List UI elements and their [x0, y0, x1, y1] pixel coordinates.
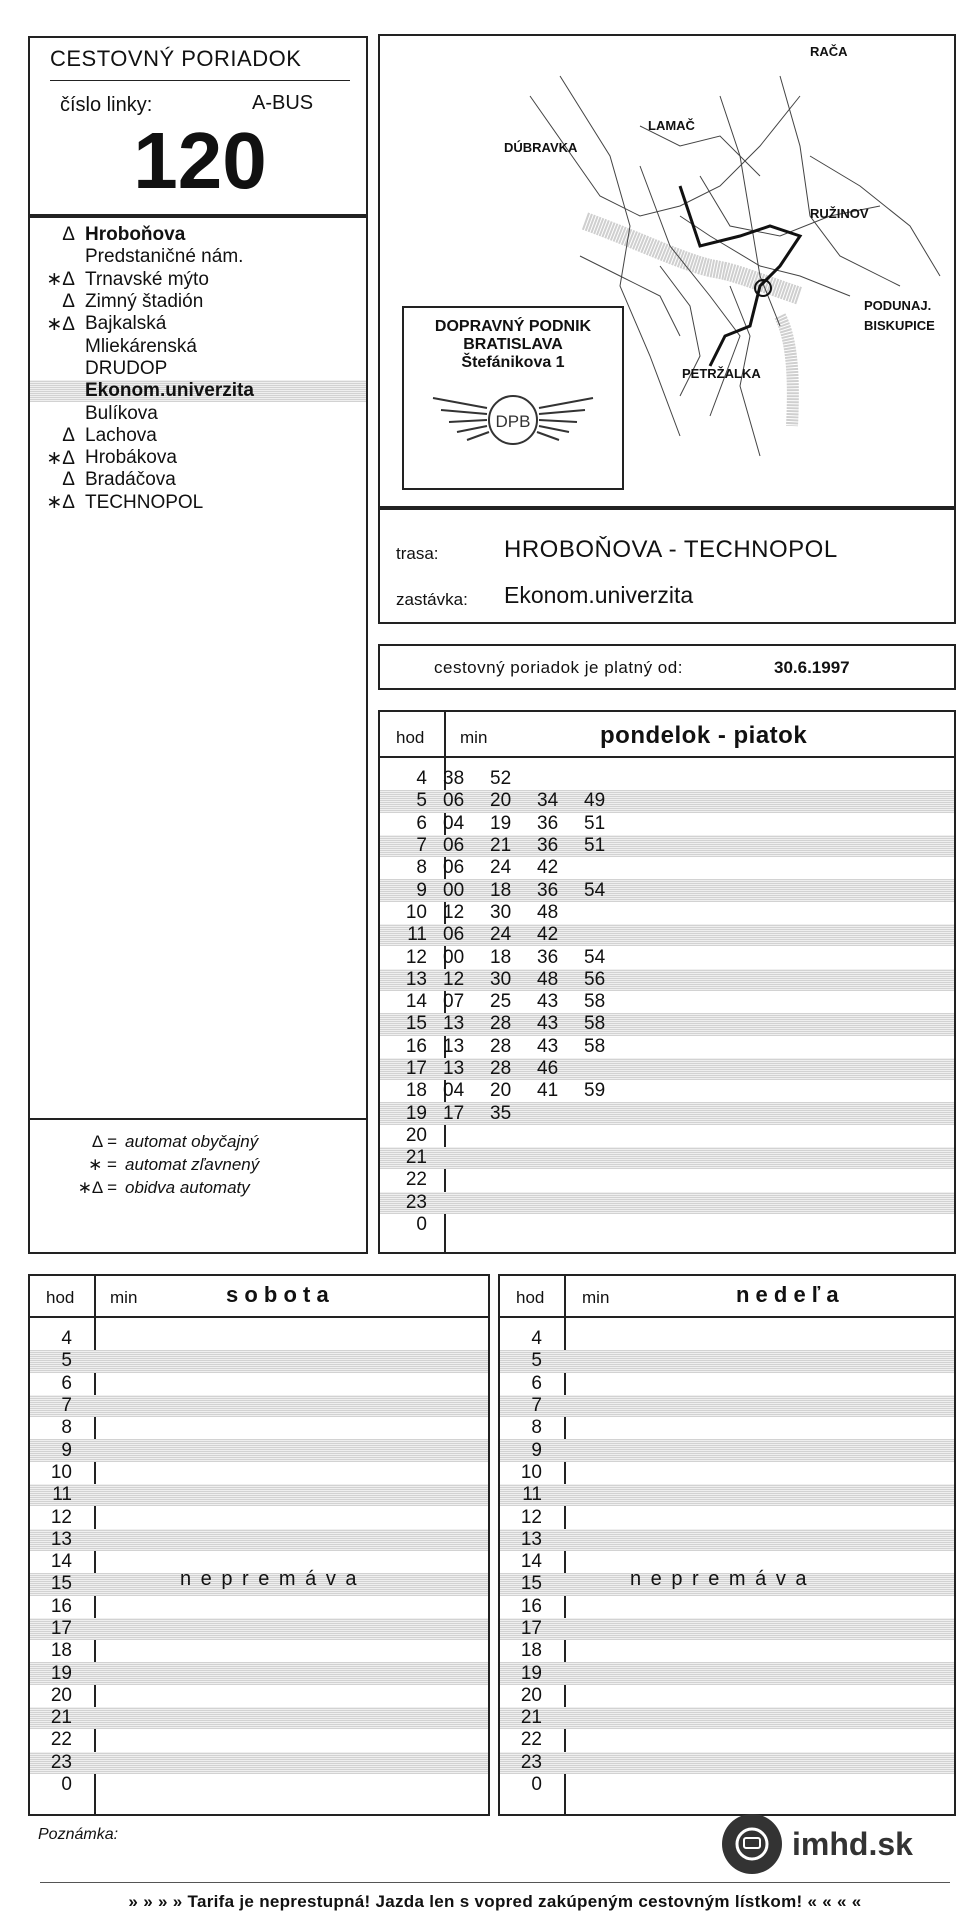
map-label-dubravka: DÚBRAVKA: [504, 140, 578, 155]
hour-cell: 10: [520, 1461, 542, 1483]
stop-name: Trnavské mýto: [85, 268, 209, 290]
weekday-row: [380, 1214, 954, 1236]
line-header-box: [28, 36, 368, 216]
legend-text: automat zľavnený: [125, 1154, 260, 1174]
departure-minute: 06: [443, 790, 465, 812]
departure-minute: 43: [537, 991, 559, 1013]
hour-cell: 17: [405, 1058, 427, 1079]
hour-cell: 7: [531, 1395, 542, 1417]
departure-minute: 46: [537, 1058, 559, 1079]
saturday-row: [30, 1618, 488, 1640]
minutes-cell: [443, 1080, 631, 1102]
weekday-row: [380, 1169, 954, 1191]
hour-cell: 18: [520, 1640, 542, 1662]
map-label-raca: RAČA: [810, 44, 848, 59]
departure-minute: 59: [584, 1080, 606, 1102]
saturday-row: [30, 1373, 488, 1395]
hour-cell: 15: [50, 1573, 72, 1595]
hour-cell: 19: [520, 1662, 542, 1684]
weekday-row: [380, 1058, 954, 1080]
departure-minute: 36: [537, 946, 559, 968]
weekday-row: [380, 879, 954, 901]
legend-symbol: Δ =: [91, 1131, 117, 1151]
departure-minute: 25: [490, 991, 512, 1013]
hour-cell: 14: [405, 991, 427, 1013]
hour-cell: 8: [531, 1417, 542, 1439]
company-box: [402, 306, 624, 490]
trasa-value: HROBOŇOVA - TECHNOPOL: [504, 536, 838, 563]
departure-minute: 04: [443, 812, 465, 834]
hour-cell: 0: [61, 1774, 72, 1796]
minutes-cell: [443, 947, 631, 969]
stop-item: [30, 425, 366, 447]
saturday-row: [30, 1395, 488, 1417]
hour-cell: 4: [61, 1328, 72, 1350]
hour-cell: 0: [416, 1214, 427, 1236]
stop-item: [30, 246, 366, 268]
hour-cell: 7: [416, 835, 427, 857]
sunday-row: [500, 1707, 954, 1729]
departure-minute: 58: [584, 1013, 606, 1035]
weekday-row: [380, 768, 954, 790]
saturday-row: [30, 1484, 488, 1506]
weekday-rows: [380, 768, 954, 1236]
weekday-row: [380, 813, 954, 835]
legend-text: automat obyčajný: [125, 1131, 259, 1151]
stop-name: Bulíkova: [85, 402, 158, 424]
dpb-logo: [423, 378, 603, 458]
saturday-row: [30, 1707, 488, 1729]
departure-minute: 43: [537, 1035, 559, 1057]
weekday-row: [380, 1147, 954, 1169]
weekday-col-min: min: [460, 728, 488, 747]
line-type: A-BUS: [252, 92, 314, 114]
departure-minute: 54: [584, 879, 606, 901]
saturday-row: [30, 1774, 488, 1796]
stop-symbol: ∗Δ: [46, 492, 75, 514]
hour-cell: 16: [405, 1035, 427, 1057]
weekday-header-line: [380, 756, 954, 758]
hour-cell: 12: [405, 946, 427, 968]
saturday-row: [30, 1529, 488, 1551]
saturday-no-service: n e p r e m á v a: [180, 1568, 359, 1590]
hour-cell: 9: [416, 879, 427, 901]
weekday-timetable: [378, 710, 956, 1254]
stops-list: [30, 224, 366, 514]
weekday-row: [380, 1192, 954, 1214]
departure-minute: 13: [443, 1058, 465, 1079]
stop-symbol: ∗Δ: [46, 447, 75, 469]
minutes-cell: [443, 969, 631, 991]
hour-cell: 5: [416, 790, 427, 812]
minutes-cell: [443, 768, 537, 790]
departure-minute: 19: [490, 812, 512, 834]
saturday-row: [30, 1439, 488, 1461]
saturday-row: [30, 1752, 488, 1774]
sunday-row: [500, 1373, 954, 1395]
dpb-logo-text: DPB: [495, 412, 531, 431]
stop-item: [30, 335, 366, 357]
minutes-cell: [443, 991, 631, 1013]
route-120: [680, 186, 800, 366]
map-label-lamac: LAMAČ: [648, 118, 695, 133]
saturday-header-line: [30, 1316, 488, 1318]
saturday-timetable: [28, 1274, 490, 1816]
minutes-cell: [443, 790, 631, 812]
sunday-title: n e d e ľ a: [736, 1282, 839, 1307]
stop-name: Zimný štadión: [85, 291, 204, 313]
line-number-label: číslo linky:: [60, 94, 153, 116]
departure-minute: 51: [584, 812, 606, 834]
line-number: 120: [133, 116, 267, 205]
saturday-row: [30, 1596, 488, 1618]
departure-minute: 13: [443, 1013, 465, 1035]
departure-minute: 28: [490, 1035, 512, 1057]
sunday-row: [500, 1729, 954, 1751]
stop-name: Predstaničné nám.: [85, 246, 244, 268]
stop-value: Ekonom.univerzita: [504, 582, 694, 608]
departure-minute: 36: [537, 835, 559, 857]
weekday-row: [380, 857, 954, 879]
hour-cell: 22: [520, 1729, 542, 1751]
hour-cell: 18: [50, 1640, 72, 1662]
stop-symbol: Δ: [62, 291, 75, 313]
weekday-col-hour: hod: [396, 728, 425, 747]
departure-minute: 58: [584, 991, 606, 1013]
hour-cell: 23: [50, 1751, 72, 1773]
minutes-cell: [443, 924, 584, 946]
weekday-row: [380, 946, 954, 968]
footer-divider: [40, 1882, 950, 1883]
departure-minute: 51: [584, 835, 606, 857]
departure-minute: 06: [443, 857, 465, 879]
stops-box: [28, 216, 368, 1254]
legend-symbol: ∗Δ =: [77, 1177, 117, 1197]
sunday-row: [500, 1462, 954, 1484]
legend-text: obidva automaty: [125, 1177, 250, 1197]
weekday-row: [380, 1102, 954, 1124]
minutes-cell: [443, 835, 631, 857]
weekday-title: pondelok - piatok: [600, 722, 808, 749]
stop-item: [30, 224, 366, 246]
saturday-rows: [30, 1328, 488, 1796]
title-underline: [50, 80, 350, 81]
weekday-row: [380, 1125, 954, 1147]
departure-minute: 56: [584, 968, 606, 990]
stop-name: Mliekárenská: [85, 335, 197, 357]
departure-minute: 21: [490, 835, 512, 857]
company-address: Štefánikova 1: [461, 354, 565, 371]
weekday-row: [380, 902, 954, 924]
sunday-row: [500, 1752, 954, 1774]
stop-item: [30, 358, 366, 380]
hour-cell: 16: [520, 1595, 542, 1617]
sunday-row: [500, 1328, 954, 1350]
saturday-row: [30, 1662, 488, 1684]
departure-minute: 30: [490, 968, 512, 990]
hour-cell: 4: [531, 1328, 542, 1350]
hour-cell: 21: [50, 1707, 72, 1729]
hour-cell: 19: [405, 1102, 427, 1124]
hour-cell: 15: [405, 1013, 427, 1035]
sunday-row: [500, 1685, 954, 1707]
map-label-podunaj: PODUNAJ.: [864, 298, 932, 313]
sunday-row: [500, 1395, 954, 1417]
saturday-title: s o b o t a: [226, 1282, 329, 1307]
minutes-cell: [443, 1058, 584, 1080]
sunday-row: [500, 1529, 954, 1551]
map-box: [378, 34, 956, 508]
sunday-timetable: [498, 1274, 956, 1816]
stop-item: [30, 269, 366, 291]
stop-item: [30, 492, 366, 514]
departure-minute: 35: [490, 1102, 512, 1124]
departure-minute: 18: [490, 946, 512, 968]
stop-item: [30, 291, 366, 313]
hour-cell: 13: [405, 968, 427, 990]
departure-minute: 06: [443, 835, 465, 857]
sunday-row: [500, 1618, 954, 1640]
timetable-title: CESTOVNÝ PORIADOK: [50, 46, 302, 71]
hour-cell: 13: [50, 1528, 72, 1550]
weekday-row: [380, 991, 954, 1013]
saturday-col-min: min: [110, 1288, 138, 1307]
departure-minute: 42: [537, 857, 559, 879]
saturday-row: [30, 1328, 488, 1350]
brand-logo[interactable]: [722, 1812, 962, 1876]
stop-name: Hrobákova: [85, 447, 177, 469]
brand-icon: [722, 1814, 782, 1874]
legend-item: [30, 1176, 366, 1199]
hour-cell: 6: [416, 812, 427, 834]
hour-cell: 17: [520, 1618, 542, 1639]
departure-minute: 30: [490, 901, 512, 923]
sunday-row: [500, 1662, 954, 1684]
sunday-row: [500, 1484, 954, 1506]
hour-cell: 12: [520, 1506, 542, 1528]
stop-symbol: Δ: [62, 224, 75, 246]
departure-minute: 20: [490, 1080, 512, 1102]
hour-cell: 9: [531, 1439, 542, 1461]
legend-symbol: ∗ =: [88, 1154, 117, 1174]
minutes-cell: [443, 880, 631, 902]
validity-date: 30.6.1997: [774, 658, 850, 677]
weekday-row: [380, 790, 954, 812]
sunday-row: [500, 1596, 954, 1618]
stop-name: Hroboňova: [85, 224, 186, 246]
minutes-cell: [443, 902, 584, 924]
departure-minute: 36: [537, 879, 559, 901]
departure-minute: 43: [537, 1013, 559, 1035]
hour-cell: 20: [520, 1684, 542, 1706]
departure-minute: 13: [443, 1035, 465, 1057]
note-label: Poznámka:: [38, 1826, 119, 1843]
minutes-cell: [443, 857, 584, 879]
legend-divider: [30, 1118, 366, 1120]
hour-cell: 20: [50, 1684, 72, 1706]
hour-cell: 0: [531, 1774, 542, 1796]
saturday-row: [30, 1729, 488, 1751]
hour-cell: 19: [50, 1662, 72, 1684]
stop-item: [30, 313, 366, 335]
hour-cell: 22: [405, 1169, 427, 1191]
departure-minute: 42: [537, 924, 559, 946]
route-box: [378, 508, 956, 624]
hour-cell: 15: [520, 1573, 542, 1595]
saturday-row: [30, 1685, 488, 1707]
sunday-header-line: [500, 1316, 954, 1318]
departure-minute: 24: [490, 924, 512, 946]
saturday-row: [30, 1462, 488, 1484]
departure-minute: 49: [584, 790, 606, 812]
departure-minute: 20: [490, 790, 512, 812]
hour-cell: 17: [50, 1618, 72, 1639]
trasa-label: trasa:: [396, 544, 439, 563]
hour-cell: 11: [52, 1484, 72, 1506]
departure-minute: 28: [490, 1013, 512, 1035]
stop-symbol: ∗Δ: [46, 313, 75, 335]
hour-cell: 20: [405, 1124, 427, 1146]
weekday-row: [380, 1036, 954, 1058]
brand-name: imhd.sk: [792, 1825, 913, 1862]
saturday-row: [30, 1350, 488, 1372]
hour-cell: 8: [416, 857, 427, 879]
stop-symbol: Δ: [62, 469, 75, 491]
stop-item: [30, 469, 366, 491]
hour-cell: 12: [50, 1506, 72, 1528]
departure-minute: 52: [490, 768, 512, 790]
sunday-row: [500, 1506, 954, 1528]
legend-item: [30, 1153, 366, 1176]
stop-name: TECHNOPOL: [85, 491, 204, 513]
map-label-ruzinov: RUŽINOV: [810, 206, 869, 221]
stop-symbol: Δ: [62, 424, 75, 446]
hour-cell: 10: [405, 901, 427, 923]
departure-minute: 04: [443, 1080, 465, 1102]
departure-minute: 28: [490, 1058, 512, 1079]
departure-minute: 12: [443, 901, 465, 923]
stop-name: Lachova: [85, 424, 157, 446]
company-name: DOPRAVNÝ PODNIK: [434, 318, 592, 335]
departure-minute: 18: [490, 879, 512, 901]
sunday-row: [500, 1439, 954, 1461]
weekday-row: [380, 969, 954, 991]
hour-cell: 13: [520, 1528, 542, 1550]
departure-minute: 12: [443, 968, 465, 990]
sunday-no-service: n e p r e m á v a: [630, 1568, 809, 1590]
weekday-row: [380, 835, 954, 857]
departure-minute: 34: [537, 790, 559, 812]
sunday-row: [500, 1350, 954, 1372]
saturday-row: [30, 1640, 488, 1662]
saturday-row: [30, 1417, 488, 1439]
hour-cell: 5: [61, 1350, 72, 1372]
hour-cell: 8: [61, 1417, 72, 1439]
departure-minute: 07: [443, 991, 465, 1013]
hour-cell: 14: [50, 1551, 72, 1573]
hour-cell: 6: [61, 1372, 72, 1394]
stop-item: [30, 402, 366, 424]
departure-minute: 54: [584, 946, 606, 968]
hour-cell: 11: [522, 1484, 542, 1506]
hour-cell: 21: [520, 1707, 542, 1729]
hour-cell: 11: [407, 924, 427, 946]
sunday-row: [500, 1774, 954, 1796]
minutes-cell: [443, 1013, 631, 1035]
departure-minute: 38: [443, 768, 465, 790]
weekday-row: [380, 924, 954, 946]
saturday-row: [30, 1506, 488, 1528]
departure-minute: 58: [584, 1035, 606, 1057]
hour-cell: 16: [50, 1595, 72, 1617]
departure-minute: 36: [537, 812, 559, 834]
minutes-cell: [443, 813, 631, 835]
hour-cell: 22: [50, 1729, 72, 1751]
hour-cell: 4: [416, 768, 427, 790]
legend-item: [30, 1130, 366, 1153]
danube-river: [585, 221, 800, 296]
tariff-notice: » » » » Tarifa je neprestupná! Jazda len s vopred zakúpeným cestovným lístkom! « « « «: [128, 1892, 862, 1911]
weekday-row: [380, 1013, 954, 1035]
map-label-biskupice: BISKUPICE: [864, 318, 935, 333]
stop-name: Bajkalská: [85, 313, 167, 335]
hour-cell: 23: [405, 1191, 427, 1213]
sunday-rows: [500, 1328, 954, 1796]
hour-cell: 14: [520, 1551, 542, 1573]
minutes-cell: [443, 1036, 631, 1058]
hour-cell: 9: [61, 1439, 72, 1461]
validity-box: [378, 644, 956, 690]
validity-label: cestovný poriadok je platný od:: [434, 658, 683, 677]
hour-cell: 5: [531, 1350, 542, 1372]
departure-minute: 00: [443, 879, 465, 901]
weekday-row: [380, 1080, 954, 1102]
minutes-cell: [443, 1103, 537, 1125]
departure-minute: 24: [490, 857, 512, 879]
stop-symbol: ∗Δ: [46, 269, 75, 291]
map-label-petrzalka: PETRŽALKA: [682, 366, 761, 381]
departure-minute: 17: [443, 1102, 465, 1124]
canal: [780, 316, 793, 426]
hour-cell: 23: [520, 1751, 542, 1773]
legend: [30, 1130, 366, 1199]
saturday-col-hour: hod: [46, 1288, 75, 1307]
bus-icon: [732, 1824, 772, 1864]
departure-minute: 06: [443, 924, 465, 946]
stop-name: Ekonom.univerzita: [85, 380, 254, 402]
sunday-col-hour: hod: [516, 1288, 545, 1307]
hour-cell: 10: [50, 1461, 72, 1483]
stop-item: [30, 380, 366, 402]
departure-minute: 00: [443, 946, 465, 968]
company-city: BRATISLAVA: [463, 336, 563, 353]
hour-cell: 6: [531, 1372, 542, 1394]
hour-cell: 7: [61, 1395, 72, 1417]
departure-minute: 48: [537, 901, 559, 923]
stop-item: [30, 447, 366, 469]
departure-minute: 48: [537, 968, 559, 990]
sunday-row: [500, 1417, 954, 1439]
sunday-col-min: min: [582, 1288, 610, 1307]
hour-cell: 18: [405, 1080, 427, 1102]
stop-label: zastávka:: [396, 590, 468, 609]
stop-name: DRUDOP: [85, 357, 168, 379]
stop-name: Bradáčova: [85, 469, 176, 491]
hour-cell: 21: [405, 1147, 427, 1169]
departure-minute: 41: [537, 1080, 559, 1102]
sunday-row: [500, 1640, 954, 1662]
